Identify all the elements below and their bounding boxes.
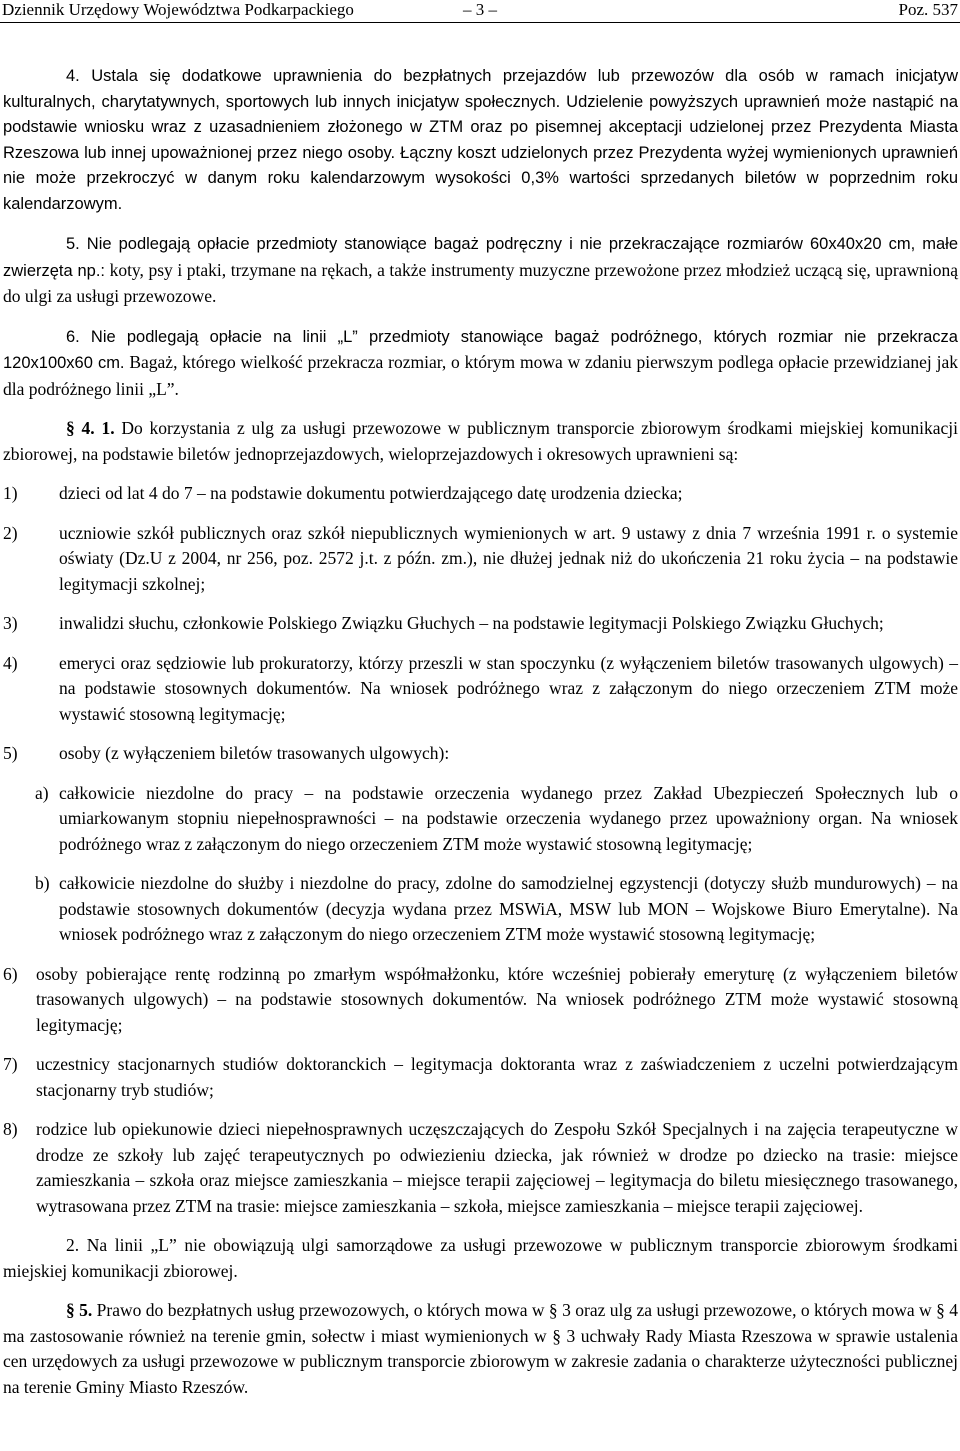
list-item-text: dzieci od lat 4 do 7 – na podstawie dokumentu potwierdzającego datę urodzenia dziecka; [59,483,683,503]
section-5-label: § 5. [66,1300,93,1320]
document-body [3,64,958,1414]
paragraph-5-part-a: 5. Nie podlegają opłacie przedmioty stanowiące bagaż podręczny i nie przekraczające rozmiarów 60x40x20 cm, małe zwierzęta np.: [3,235,958,280]
sub-list-item-text: całkowicie niezdolne do służby i niezdolne do pracy, zdolne do samodzielnej egzystencji (dotyczy służb mundurowych) – na podstawie stosownych dokumentów (decyzja wydana przez MSWiA, MSW lub MON – Wojskowe Biuro Emerytalne). Na wniosek podróżnego wraz z załączonym do niego orzeczeniem ZTM może wystawić stosowną legitymację; [59,873,958,944]
page-number: – 3 – [463,0,497,19]
sub-list-item [35,871,958,948]
list-item-number: 2) [3,522,18,543]
section-5-text: Prawo do bezpłatnych usług przewozowych, o których mowa w § 3 oraz ulg za usługi przewozowe, o których mowa w § 4 ma zastosowanie również na terenie gmin, sołectw i miast wymienionych w § 3 uchwały Rady Miasta Rzeszowa w sprawie ustalenia cen urzędowych za usługi przewozowe w publicznym transporcie zbiorowym w zakresie zadania o charakterze użyteczności publicznej na terenie Gminy Miasto Rzeszów. [3,1300,958,1397]
list-item [3,962,958,1039]
list-item-number: 4) [3,652,18,673]
sub-list-item-letter: a) [35,782,49,803]
section-4-intro [3,416,958,467]
list-item-number: 6) [3,963,18,984]
header-rule [0,22,960,23]
paragraph-2: 2. Na linii „L” nie obowiązują ulgi samorządowe za usługi przewozowe w publicznym transporcie zbiorowym środkami miejskiej komunikacji zbiorowej. [3,1235,958,1281]
list-item-number: 8) [3,1119,18,1139]
paragraph-6-part-a: 6. Nie podlegają opłacie na linii „L” przedmioty stanowiące bagaż podróżnego, których rozmiar nie przekracza 120x100x60 cm. [3,327,958,372]
list-item-text: uczniowie szkół publicznych oraz szkół niepublicznych wymienionych w art. 9 ustawy z dnia 7 września 1991 r. o systemie oświaty (Dz.U z 2004, nr 256, poz. 2572 j.t. z późn. zm.), nie dłużej jednak niż do ukończenia 21 roku życia – na podstawie legitymacji szkolnej; [59,522,958,594]
list-item [3,1052,958,1103]
list-item [3,481,958,507]
paragraph-5 [3,231,958,310]
journal-title: Dziennik Urzędowy Województwa Podkarpackiego [2,0,354,19]
list-item [3,521,958,598]
paragraph-5-part-b: koty, psy i ptaki, trzymane na rękach, a także instrumenty muzyczne przewożone przez młodzież uczącą się, uprawnioną do ulgi za usługi przewozowe. [3,259,958,306]
list-item [3,651,958,728]
page-header [0,0,960,24]
position-number: Poz. 537 [898,0,958,19]
section-5 [3,1298,958,1400]
section-4-text: Do korzystania z ulg za usługi przewozowe w publicznym transporcie zbiorowym środkami miejskiej komunikacji zbiorowej, na podstawie biletów jednoprzejazdowych, wieloprzejazdowych i okresowych uprawnieni są: [3,418,958,464]
list-item-number: 5) [3,743,18,763]
section-4-label: § 4. 1. [66,418,115,438]
sub-list-item-text: całkowicie niezdolne do pracy – na podstawie orzeczenia wydanego przez Zakład Ubezpieczeń Społecznych lub o umiarkowanym stopniu niepełnosprawności – na podstawie orzeczenia wydanego przez upoważniony organ. Na wniosek podróżnego wraz z załączonym do niego orzeczeniem ZTM może wystawić stosowną legitymację; [59,782,958,854]
sub-list-item [35,781,958,858]
list-item-text: osoby (z wyłączeniem biletów trasowanych ulgowych): [59,743,450,763]
list-item-text: emeryci oraz sędziowie lub prokuratorzy, którzy przeszli w stan spoczynku (z wyłączeniem biletów trasowanych ulgowych) – na podstawie stosownych dokumentów. Na wniosek podróżnego wraz z załączonym do niego orzeczeniem ZTM może wystawić stosowną legitymację; [59,652,958,724]
list-item-text: rodzice lub opiekunowie dzieci niepełnosprawnych uczęszczających do Zespołu Szkół Specjalnych i na zajęcia terapeutyczne w drodze ze szkoły lub zajęć terapeutycznych po odwiezieniu dziecka, jak również w drodze po dziecko na trasie: miejsce zamieszkania – szkoła oraz miejsce zamieszkania – miejsce terapii zajęciowej – legitymacja do biletu miesięcznego trasowanego, wytrasowana przez ZTM na trasie: miejsce zamieszkania – szkoła, miejsce zamieszkania – miejsce terapii zajęciowej. [36,1119,958,1216]
list-item-number: 1) [3,483,18,503]
list-item [3,1117,958,1219]
paragraph-6 [3,324,958,403]
list-item-text: inwalidzi słuchu, członkowie Polskiego Związku Głuchych – na podstawie legitymacji Polskiego Związku Głuchych; [59,613,884,633]
list-item-text: uczestnicy stacjonarnych studiów doktoranckich – legitymacja doktoranta wraz z zaświadczeniem z uczelni potwierdzającym stacjonarny tryb studiów; [36,1054,958,1100]
paragraph-4: 4. Ustala się dodatkowe uprawnienia do bezpłatnych przejazdów lub przewozów dla osób w ramach inicjatyw kulturalnych, charytatywnych, sportowych lub innych inicjatyw społecznych. Udzielenie powyższych uprawnień może nastąpić na podstawie wniosku wraz z uzasadnieniem złożonego w ZTM oraz po pisemnej akceptacji udzielonej przez Prezydenta Miasta Rzeszowa lub innej upoważnionej przez niego osoby. Łączny koszt udzielonych przez Prezydenta wyżej wymienionych uprawnień nie może przekroczyć w danym roku kalendarzowym wysokości 0,3% wartości sprzedanych biletów w poprzednim roku kalendarzowym. [3,67,958,213]
list-item [3,741,958,767]
list-item-text: osoby pobierające rentę rodzinną po zmarłym współmałżonku, które wcześniej pobierały emeryturę (z wyłączeniem biletów trasowanych ulgowych) – na podstawie stosownych dokumentów. Na wniosek podróżnego ZTM może wystawić stosowną legitymację; [36,963,958,1035]
list-item-number: 7) [3,1054,18,1074]
paragraph-6-part-b: Bagaż, którego wielkość przekracza rozmiar, o którym mowa w zdaniu pierwszym podlega opłacie przewidzianej jak dla podróżnego linii „L”. [3,352,958,399]
list-item [3,611,958,637]
list-item-number: 3) [3,613,18,633]
sub-list-item-letter: b) [35,873,50,893]
